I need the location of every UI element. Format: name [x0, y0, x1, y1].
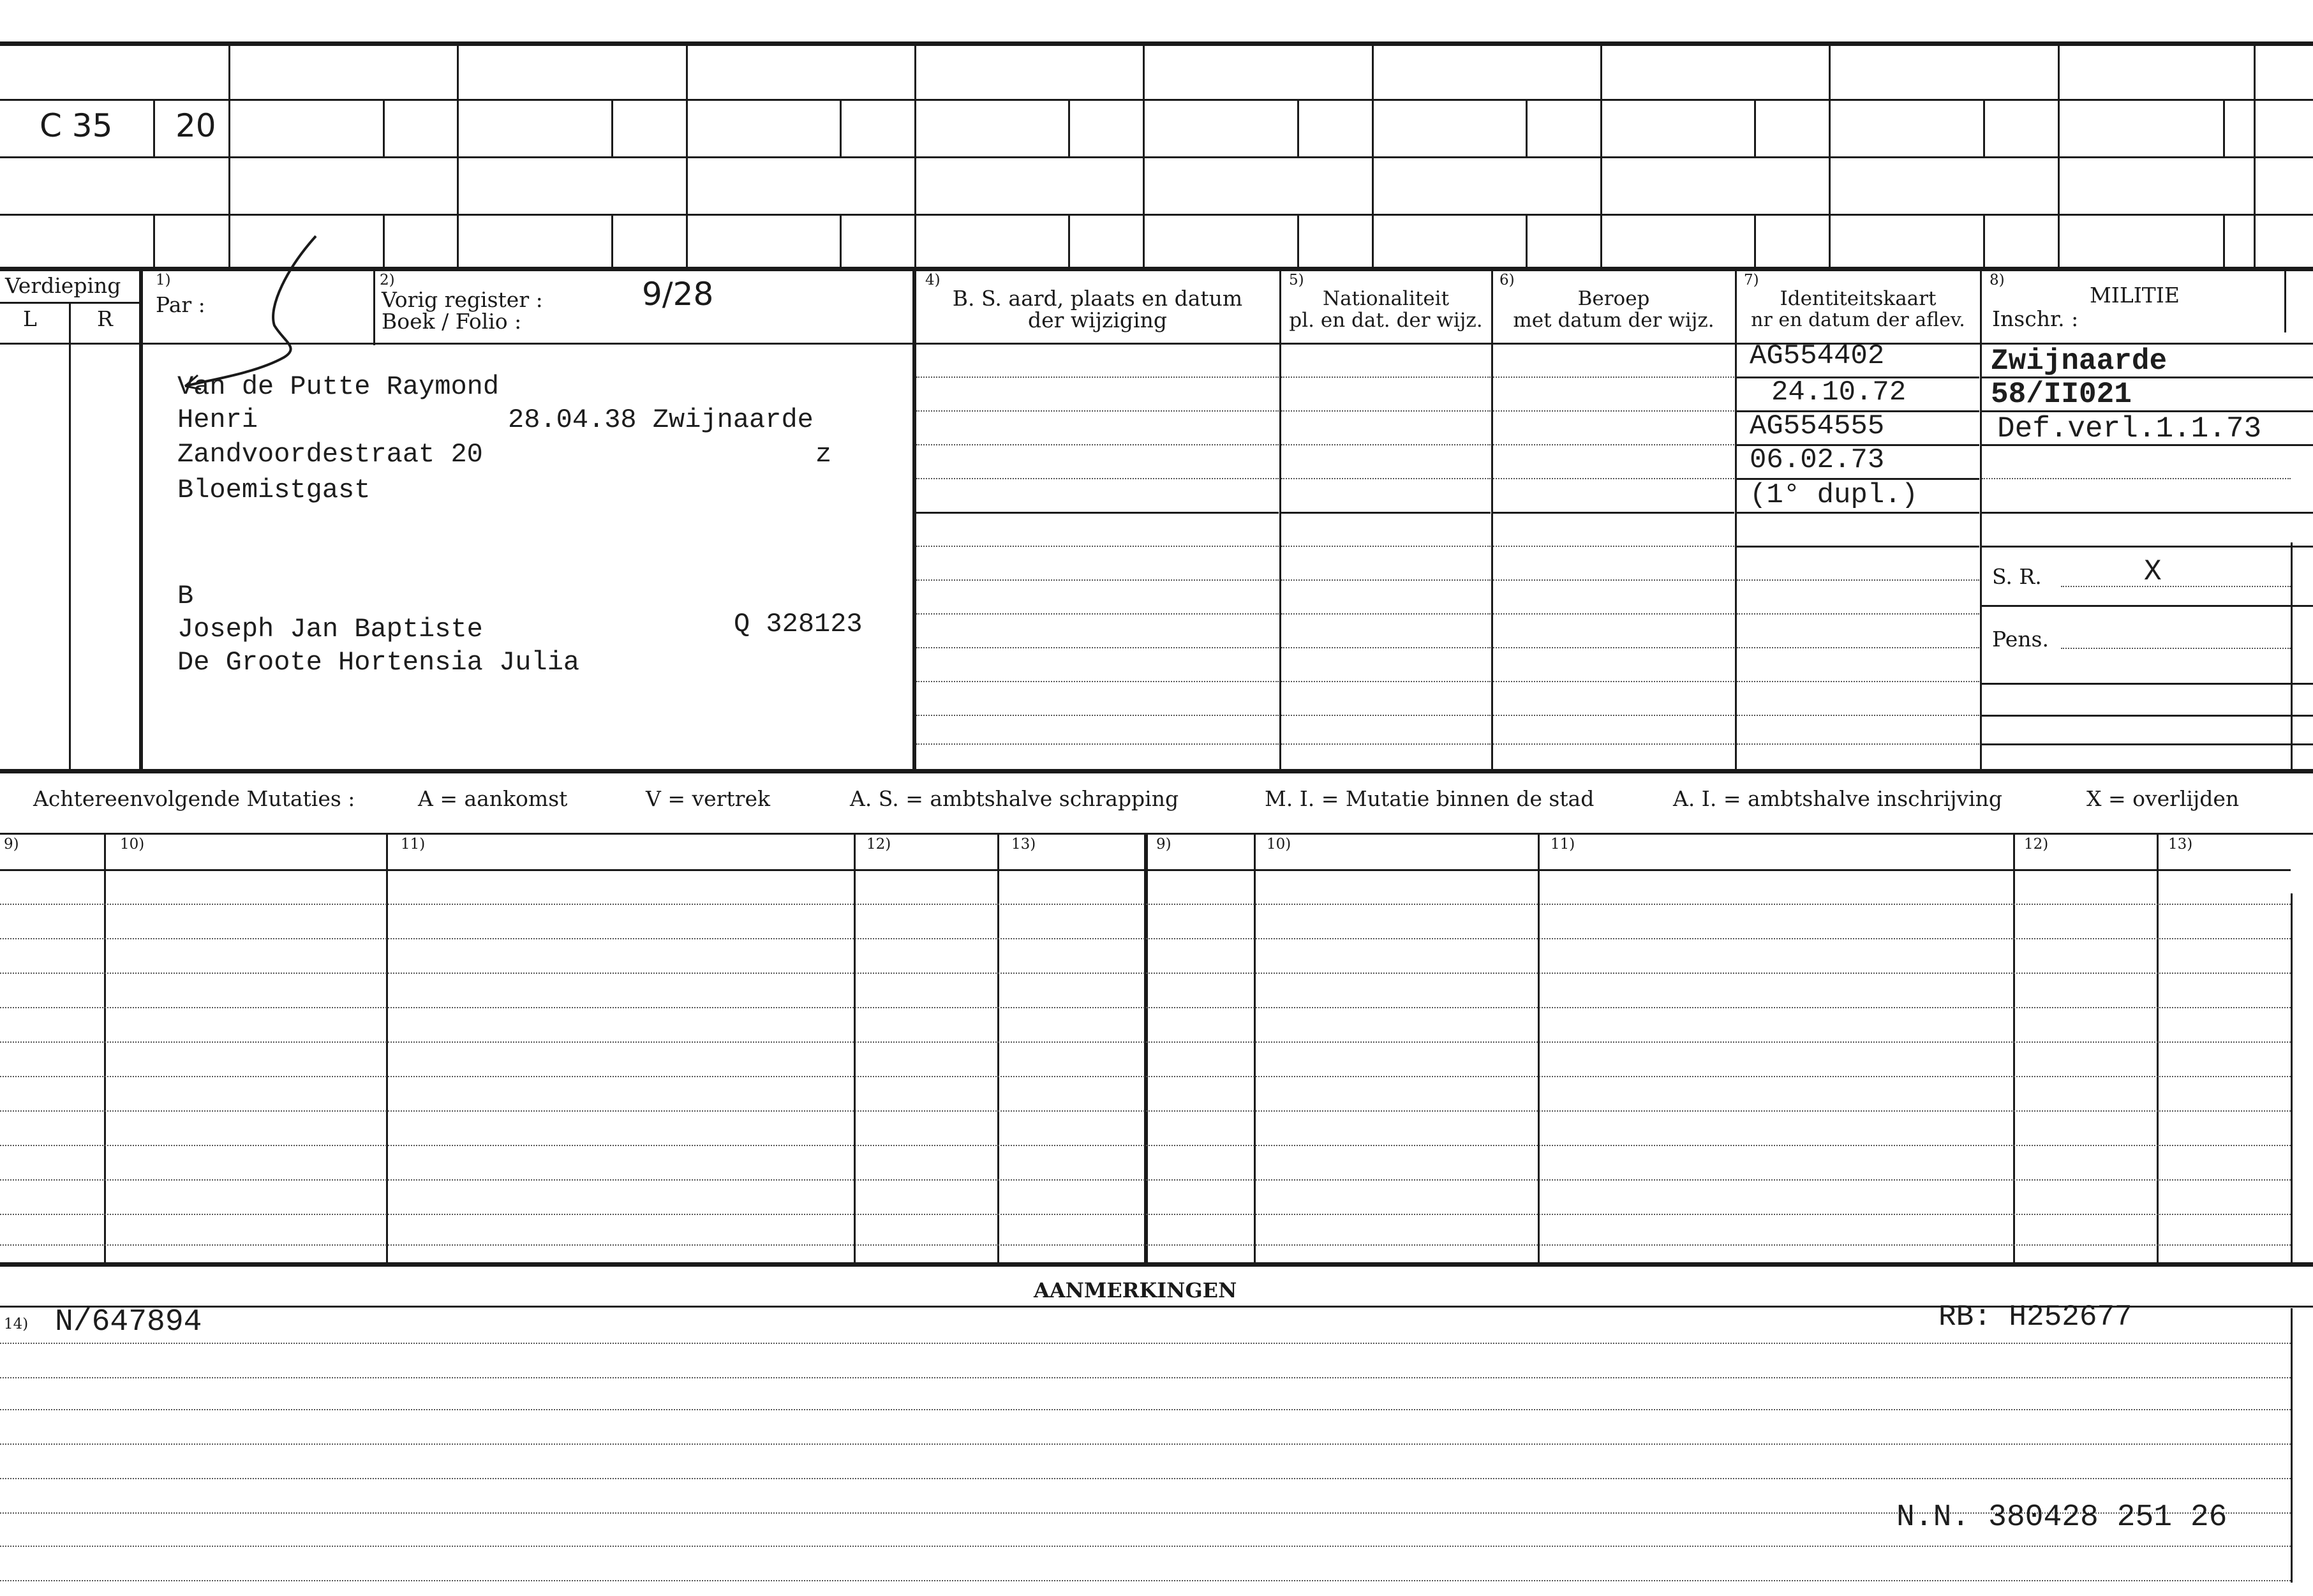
grid-row-line: [0, 99, 2313, 101]
mut-col-line: [854, 835, 856, 1264]
nationaliteit-label-2: pl. en dat. der wijz.: [1289, 309, 1483, 332]
col-divider-8: [1980, 269, 1982, 771]
mut-col-13b: 13): [2168, 836, 2193, 853]
sr-value: X: [2144, 555, 2162, 588]
col-divider-4: [912, 269, 916, 771]
r-label: R: [97, 306, 113, 331]
mut-col-13: 13): [1011, 836, 1036, 853]
nn-number: N.N. 380428 251 26: [1896, 1500, 2227, 1535]
id-date-2: 06.02.73: [1750, 444, 1885, 476]
h8-number: 8): [1989, 272, 2005, 288]
mut-right-edge: [2291, 893, 2293, 1264]
verdieping-label: Verdieping: [5, 273, 121, 298]
mutatie-v: V = vertrek: [646, 786, 770, 811]
militie-code: 58/II021: [1991, 378, 2132, 411]
person-z-mark: z: [815, 439, 832, 470]
grid-sub-line: [383, 101, 385, 156]
grid-sub-line: [1297, 216, 1299, 268]
sr-label: S. R.: [1992, 564, 2042, 589]
h7-number: 7): [1744, 272, 1759, 288]
grid-col-line: [1372, 43, 1374, 268]
right-tick: [2284, 269, 2286, 332]
h1-number: 1): [156, 272, 171, 288]
mutatie-a: A = aankomst: [418, 786, 568, 811]
aanmerkingen-value: N/647894: [55, 1305, 202, 1339]
person-father-code: Q 328123: [734, 609, 863, 639]
grid-sub-line: [2223, 101, 2225, 156]
pens-label: Pens.: [1992, 627, 2049, 652]
nationaliteit-label-1: Nationaliteit: [1322, 287, 1450, 310]
col-divider-5: [1279, 269, 1281, 771]
grid-col-line: [1600, 43, 1602, 268]
identiteitskaart-label-2: nr en datum der aflev.: [1751, 309, 1965, 331]
person-occupation: Bloemistgast: [177, 475, 371, 505]
person-mother: De Groote Hortensia Julia: [177, 647, 580, 678]
mut-col-10b: 10): [1267, 836, 1291, 853]
mutatie-mi: M. I. = Mutatie binnen de stad: [1265, 786, 1595, 811]
mutatie-as: A. S. = ambtshalve schrapping: [850, 786, 1179, 811]
aanmerkingen-number: 14): [4, 1316, 29, 1332]
person-birth: 28.04.38 Zwijnaarde: [508, 405, 814, 435]
mut-col-line: [1538, 835, 1540, 1264]
grid-sub-line: [840, 216, 842, 268]
mutaties-title: Achtereenvolgende Mutaties :: [33, 786, 355, 811]
grid-col-line: [1829, 43, 1831, 268]
l-label: L: [23, 306, 37, 331]
grid-sub-line: [383, 216, 385, 268]
mut-col-11: 11): [401, 836, 426, 853]
grid-col-line: [1143, 43, 1145, 268]
grid-sub-line: [1526, 216, 1528, 268]
person-address: Zandvoordestraat 20: [177, 439, 483, 470]
h6-number: 6): [1499, 272, 1515, 288]
inschr-label: Inschr. :: [1992, 306, 2079, 331]
grid-sub-line: [1297, 101, 1299, 156]
grid-row-line: [0, 156, 2313, 158]
grid-row-line: [0, 214, 2313, 216]
handwritten-signature: [172, 230, 325, 396]
mut-col-line: [1254, 835, 1256, 1264]
col-divider-6: [1491, 269, 1493, 771]
grid-sub-line: [611, 101, 613, 156]
person-b-mark: B: [177, 581, 194, 611]
person-name-line1: Van de Putte Raymond: [177, 371, 500, 402]
grid-sub-line: [611, 216, 613, 268]
lr-divider: [69, 302, 71, 771]
aanm-right-edge: [2291, 1308, 2293, 1583]
aanmerkingen-title: AANMERKINGEN: [1034, 1278, 1237, 1302]
header-bottom-line: [0, 343, 2313, 345]
grid-col-line: [914, 43, 916, 268]
mutatie-ai: A. I. = ambtshalve inschrijving: [1673, 786, 2003, 811]
mut-col-9: 9): [4, 836, 19, 853]
grid-sub-line: [2223, 216, 2225, 268]
grid-sub-line: [153, 216, 155, 268]
h4-number: 4): [925, 272, 941, 288]
bs-label-2: der wijziging: [1028, 308, 1167, 332]
mut-col-line: [104, 835, 106, 1264]
boek-label: Boek / Folio :: [382, 309, 522, 334]
h2-number: 2): [380, 272, 395, 288]
vorig-label: Vorig register :: [382, 287, 543, 312]
mut-col-12: 12): [866, 836, 891, 853]
id-note: (1° dupl.): [1750, 479, 1919, 511]
militie-place: Zwijnaarde: [1991, 345, 2168, 378]
card-number: 20: [175, 107, 216, 144]
grid-sub-line: [1983, 216, 1985, 268]
mut-col-line: [2157, 835, 2159, 1264]
grid-bottom-border: [0, 267, 2313, 271]
mut-col-10: 10): [120, 836, 145, 853]
militie-def: Def.verl.1.1.73: [1997, 412, 2262, 445]
mut-center-line: [1144, 835, 1148, 1264]
mutatie-x: X = overlijden: [2086, 786, 2240, 811]
mut-col-line: [997, 835, 999, 1264]
grid-col-line: [686, 43, 688, 268]
vorig-value: 9/28: [642, 276, 714, 313]
bs-label-1: B. S. aard, plaats en datum: [952, 286, 1243, 311]
grid-sub-line: [1983, 101, 1985, 156]
grid-col-line: [2254, 43, 2256, 268]
h5-number: 5): [1289, 272, 1304, 288]
col-divider-7: [1735, 269, 1737, 771]
col-divider-1: [139, 269, 143, 771]
grid-col-line: [457, 43, 459, 268]
col-divider-2: [373, 269, 375, 345]
grid-sub-line: [153, 101, 155, 156]
mut-col-11b: 11): [1551, 836, 1575, 853]
id-date-1: 24.10.72: [1771, 377, 1907, 408]
grid-sub-line: [1068, 216, 1070, 268]
id-card-2: AG554555: [1750, 410, 1885, 442]
top-border: [0, 41, 2313, 46]
grid-sub-line: [1526, 101, 1528, 156]
grid-col-line: [2058, 43, 2060, 268]
grid-sub-line: [1754, 101, 1756, 156]
militie-label: MILITIE: [2090, 283, 2180, 308]
person-name-line2: Henri: [177, 405, 258, 435]
identiteitskaart-label-1: Identiteitskaart: [1780, 287, 1937, 310]
beroep-label-2: met datum der wijz.: [1513, 309, 1714, 332]
person-father: Joseph Jan Baptiste: [177, 614, 483, 645]
card-code: C 35: [40, 107, 113, 144]
beroep-label-1: Beroep: [1577, 287, 1650, 310]
rb-number: RB: H252677: [1938, 1301, 2132, 1334]
grid-sub-line: [840, 101, 842, 156]
par-label: Par :: [156, 292, 205, 317]
id-card-1: AG554402: [1750, 340, 1885, 372]
mut-col-line: [2013, 835, 2015, 1264]
mut-col-9b: 9): [1156, 836, 1171, 853]
mutaties-header-line: [0, 833, 2313, 835]
grid-sub-line: [1068, 101, 1070, 156]
mutaties-top-border: [0, 769, 2313, 773]
aanmerkingen-top-border: [0, 1262, 2313, 1267]
grid-sub-line: [1754, 216, 1756, 268]
right-edge-line: [2291, 542, 2293, 772]
mut-col-12b: 12): [2024, 836, 2049, 853]
mut-col-line: [386, 835, 388, 1264]
